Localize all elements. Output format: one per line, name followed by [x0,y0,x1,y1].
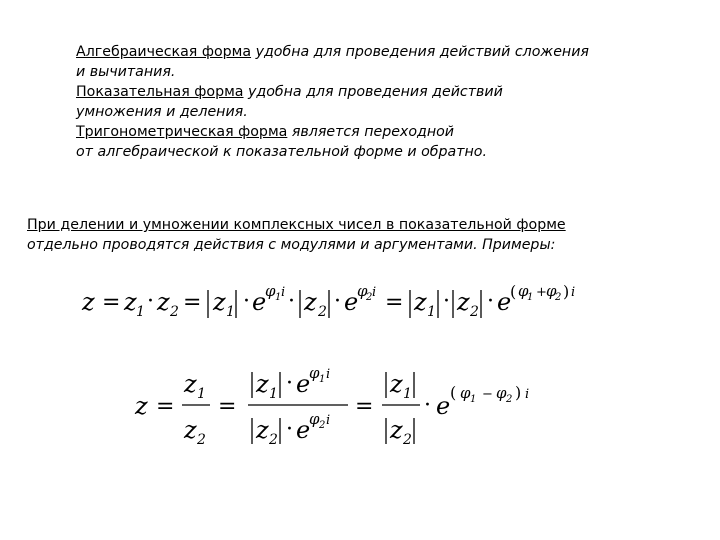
svg-text:2: 2 [319,420,326,431]
algebraic-form-term: Алгебраическая форма [76,44,252,60]
svg-text:−: − [482,387,493,402]
algebraic-form-desc: удобна для проведения действий сложения [251,44,589,60]
svg-text:2: 2 [403,432,412,448]
svg-text:e: e [436,392,451,420]
operations-intro-line-2: отдельно проводятся действия с модулями и аргументами. Примеры: [27,237,556,253]
svg-text:z: z [213,288,226,316]
svg-text:2: 2 [197,432,206,448]
svg-text:(: ( [510,282,517,301]
svg-text:): ) [563,282,570,301]
svg-text:z: z [184,370,197,398]
trig-form-line-2: от алгебраической к показательной форме и обратно. [76,144,487,160]
svg-text:·: · [286,371,293,396]
svg-text:e: e [252,288,267,316]
svg-text:z: z [390,370,403,398]
svg-text:1: 1 [226,304,235,320]
svg-text:z: z [390,416,403,444]
trig-form-desc: является переходной [287,124,454,140]
division-formula-body [134,364,529,448]
svg-text:·: · [443,289,450,314]
svg-text:+: + [536,285,547,300]
svg-text:i: i [571,285,576,300]
svg-text:=: = [218,394,237,419]
svg-text:1: 1 [403,386,412,402]
svg-text:·: · [147,289,154,314]
svg-text:z: z [184,416,197,444]
svg-text:): ) [515,383,522,402]
svg-text:·: · [334,289,341,314]
svg-text:z: z [157,288,170,316]
svg-text:φ: φ [496,384,507,402]
svg-text:e: e [296,370,311,398]
algebraic-form-line-2: и вычитания. [76,64,176,80]
svg-text:1: 1 [275,292,282,303]
svg-text:·: · [487,289,494,314]
svg-text:φ: φ [265,282,276,300]
svg-text:=: = [183,290,202,315]
svg-text:1: 1 [136,304,145,320]
svg-text:=: = [102,290,121,315]
svg-text:φ: φ [309,364,320,382]
svg-text:e: e [344,288,359,316]
svg-text:2: 2 [470,304,479,320]
exponential-form-line-2: умножения и деления. [76,104,248,120]
svg-text:=: = [385,290,404,315]
svg-text:i: i [372,285,377,300]
svg-text:z: z [304,288,317,316]
svg-text:1: 1 [527,292,534,303]
exponential-form-desc: удобна для проведения действий [243,84,503,100]
svg-text:·: · [424,393,431,418]
svg-text:=: = [355,394,374,419]
svg-text:1: 1 [470,394,477,405]
svg-text:i: i [326,413,331,428]
svg-text:1: 1 [269,386,278,402]
svg-text:·: · [288,289,295,314]
svg-text:z: z [135,392,148,420]
svg-text:2: 2 [555,292,562,303]
svg-text:i: i [281,285,286,300]
svg-text:i: i [326,367,331,382]
svg-text:e: e [497,288,512,316]
svg-text:i: i [525,387,530,402]
svg-text:2: 2 [318,304,327,320]
svg-text:e: e [296,416,311,444]
svg-text:1: 1 [319,374,326,385]
svg-text:z: z [256,370,269,398]
svg-text:·: · [286,417,293,442]
svg-text:z: z [414,288,427,316]
operations-intro-line: При делении и умножении комплексных чисел в показательной форме [27,217,566,233]
svg-text:z: z [124,288,137,316]
svg-text:2: 2 [170,304,179,320]
svg-text:φ: φ [357,282,368,300]
svg-text:φ: φ [460,384,471,402]
svg-text:1: 1 [427,304,436,320]
svg-text:(: ( [450,383,457,402]
svg-text:z: z [256,416,269,444]
svg-text:2: 2 [366,292,373,303]
svg-text:1: 1 [197,386,206,402]
svg-text:φ: φ [546,282,557,300]
svg-text:φ: φ [518,282,529,300]
svg-text:=: = [156,394,175,419]
trig-form-term: Тригонометрическая форма [76,124,288,140]
exponential-form-term: Показательная форма [76,84,244,100]
svg-text:2: 2 [269,432,278,448]
svg-text:φ: φ [309,410,320,428]
svg-text:·: · [243,289,250,314]
svg-text:2: 2 [506,394,513,405]
z-var: z [82,288,95,316]
svg-text:z: z [457,288,470,316]
